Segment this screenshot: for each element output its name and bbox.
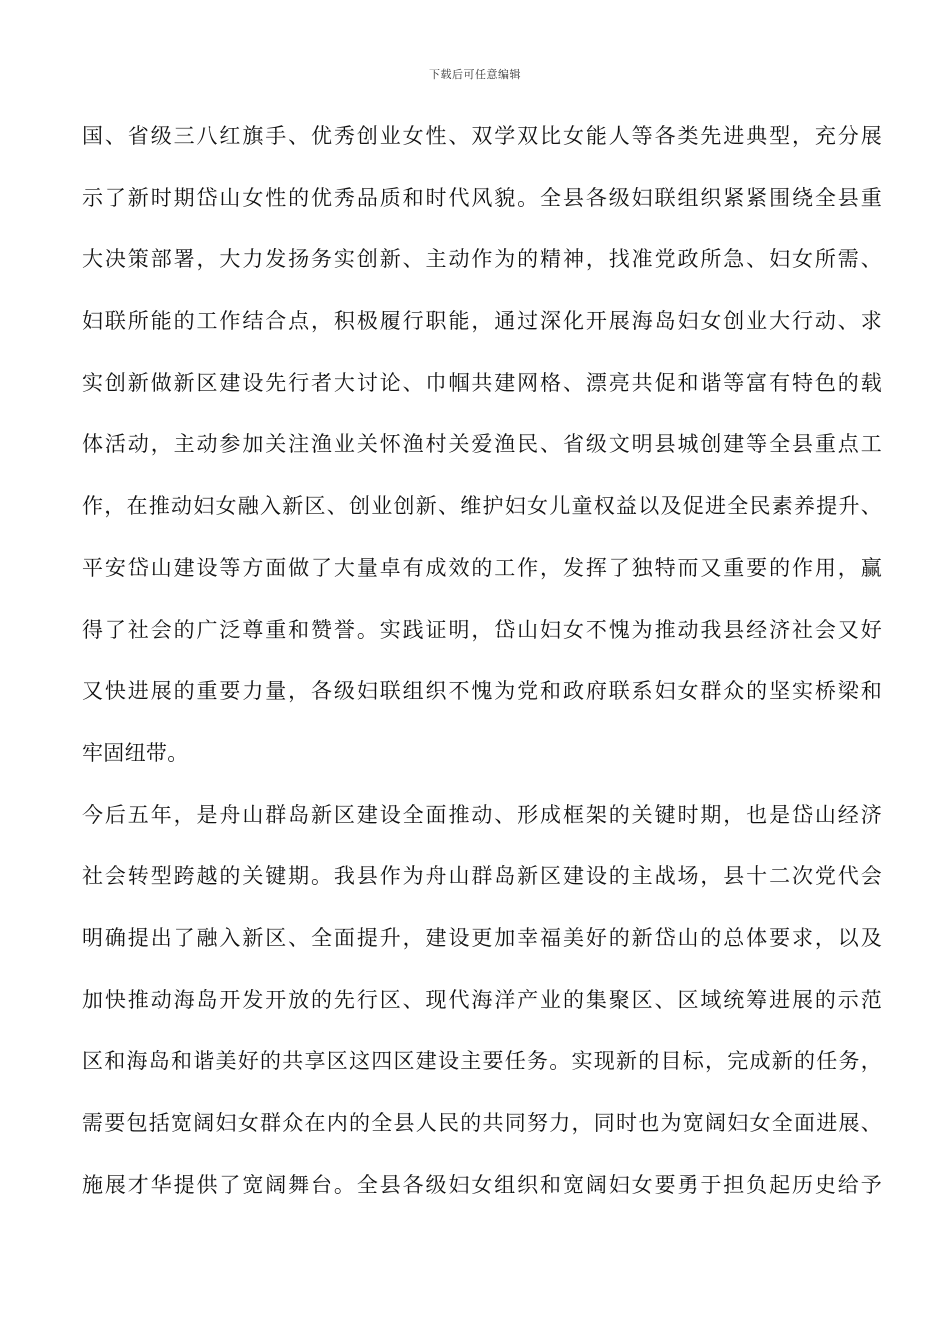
text-line: 今后五年，是舟山群岛新区建设全面推动、形成框架的关键时期，也是岱山经济 bbox=[82, 802, 882, 827]
text-line: 需要包括宽阔妇女群众在内的全县人民的共同努力，同时也为宽阔妇女全面进展、 bbox=[82, 1111, 882, 1135]
text-line: 又快进展的重要力量，各级妇联组织不愧为党和政府联系妇女群众的坚实桥梁和 bbox=[82, 679, 882, 704]
text-line: 示了新时期岱山女性的优秀品质和时代风貌。全县各级妇联组织紧紧围绕全县重 bbox=[82, 185, 882, 210]
text-line: 国、省级三八红旗手、优秀创业女性、双学双比女能人等各类先进典型，充分展 bbox=[82, 124, 882, 148]
text-line: 得了社会的广泛尊重和赞誉。实践证明，岱山妇女不愧为推动我县经济社会又好 bbox=[82, 617, 882, 642]
text-line: 明确提出了融入新区、全面提升，建设更加幸福美好的新岱山的总体要求，以及 bbox=[82, 925, 882, 950]
text-line: 区和海岛和谐美好的共享区这四区建设主要任务。实现新的目标，完成新的任务， bbox=[82, 1049, 882, 1074]
text-line: 实创新做新区建设先行者大讨论、巾帼共建网格、漂亮共促和谐等富有特色的载 bbox=[82, 370, 882, 395]
text-line: 体活动，主动参加关注渔业关怀渔村关爱渔民、省级文明县城创建等全县重点工 bbox=[82, 432, 882, 457]
text-line: 作，在推动妇女融入新区、创业创新、维护妇女儿童权益以及促进全民素养提升、 bbox=[82, 494, 882, 519]
text-line: 大决策部署，大力发扬务实创新、主动作为的精神，找准党政所急、妇女所需、 bbox=[82, 247, 882, 272]
text-line: 牢固纽带。 bbox=[82, 740, 189, 765]
document-body bbox=[82, 116, 882, 1226]
text-line: 妇联所能的工作结合点，积极履行职能，通过深化开展海岛妇女创业大行动、求 bbox=[82, 309, 882, 334]
text-line: 施展才华提供了宽阔舞台。全县各级妇女组织和宽阔妇女要勇于担负起历史给予 bbox=[82, 1172, 882, 1197]
text-line: 平安岱山建设等方面做了大量卓有成效的工作，发挥了独特而又重要的作用，赢 bbox=[82, 555, 882, 580]
text-line: 加快推动海岛开发开放的先行区、现代海洋产业的集聚区、区域统筹进展的示范 bbox=[82, 987, 882, 1012]
text-line: 社会转型跨越的关键期。我县作为舟山群岛新区建设的主战场，县十二次党代会 bbox=[82, 864, 882, 889]
header-note: 下载后可任意编辑 bbox=[429, 68, 521, 81]
